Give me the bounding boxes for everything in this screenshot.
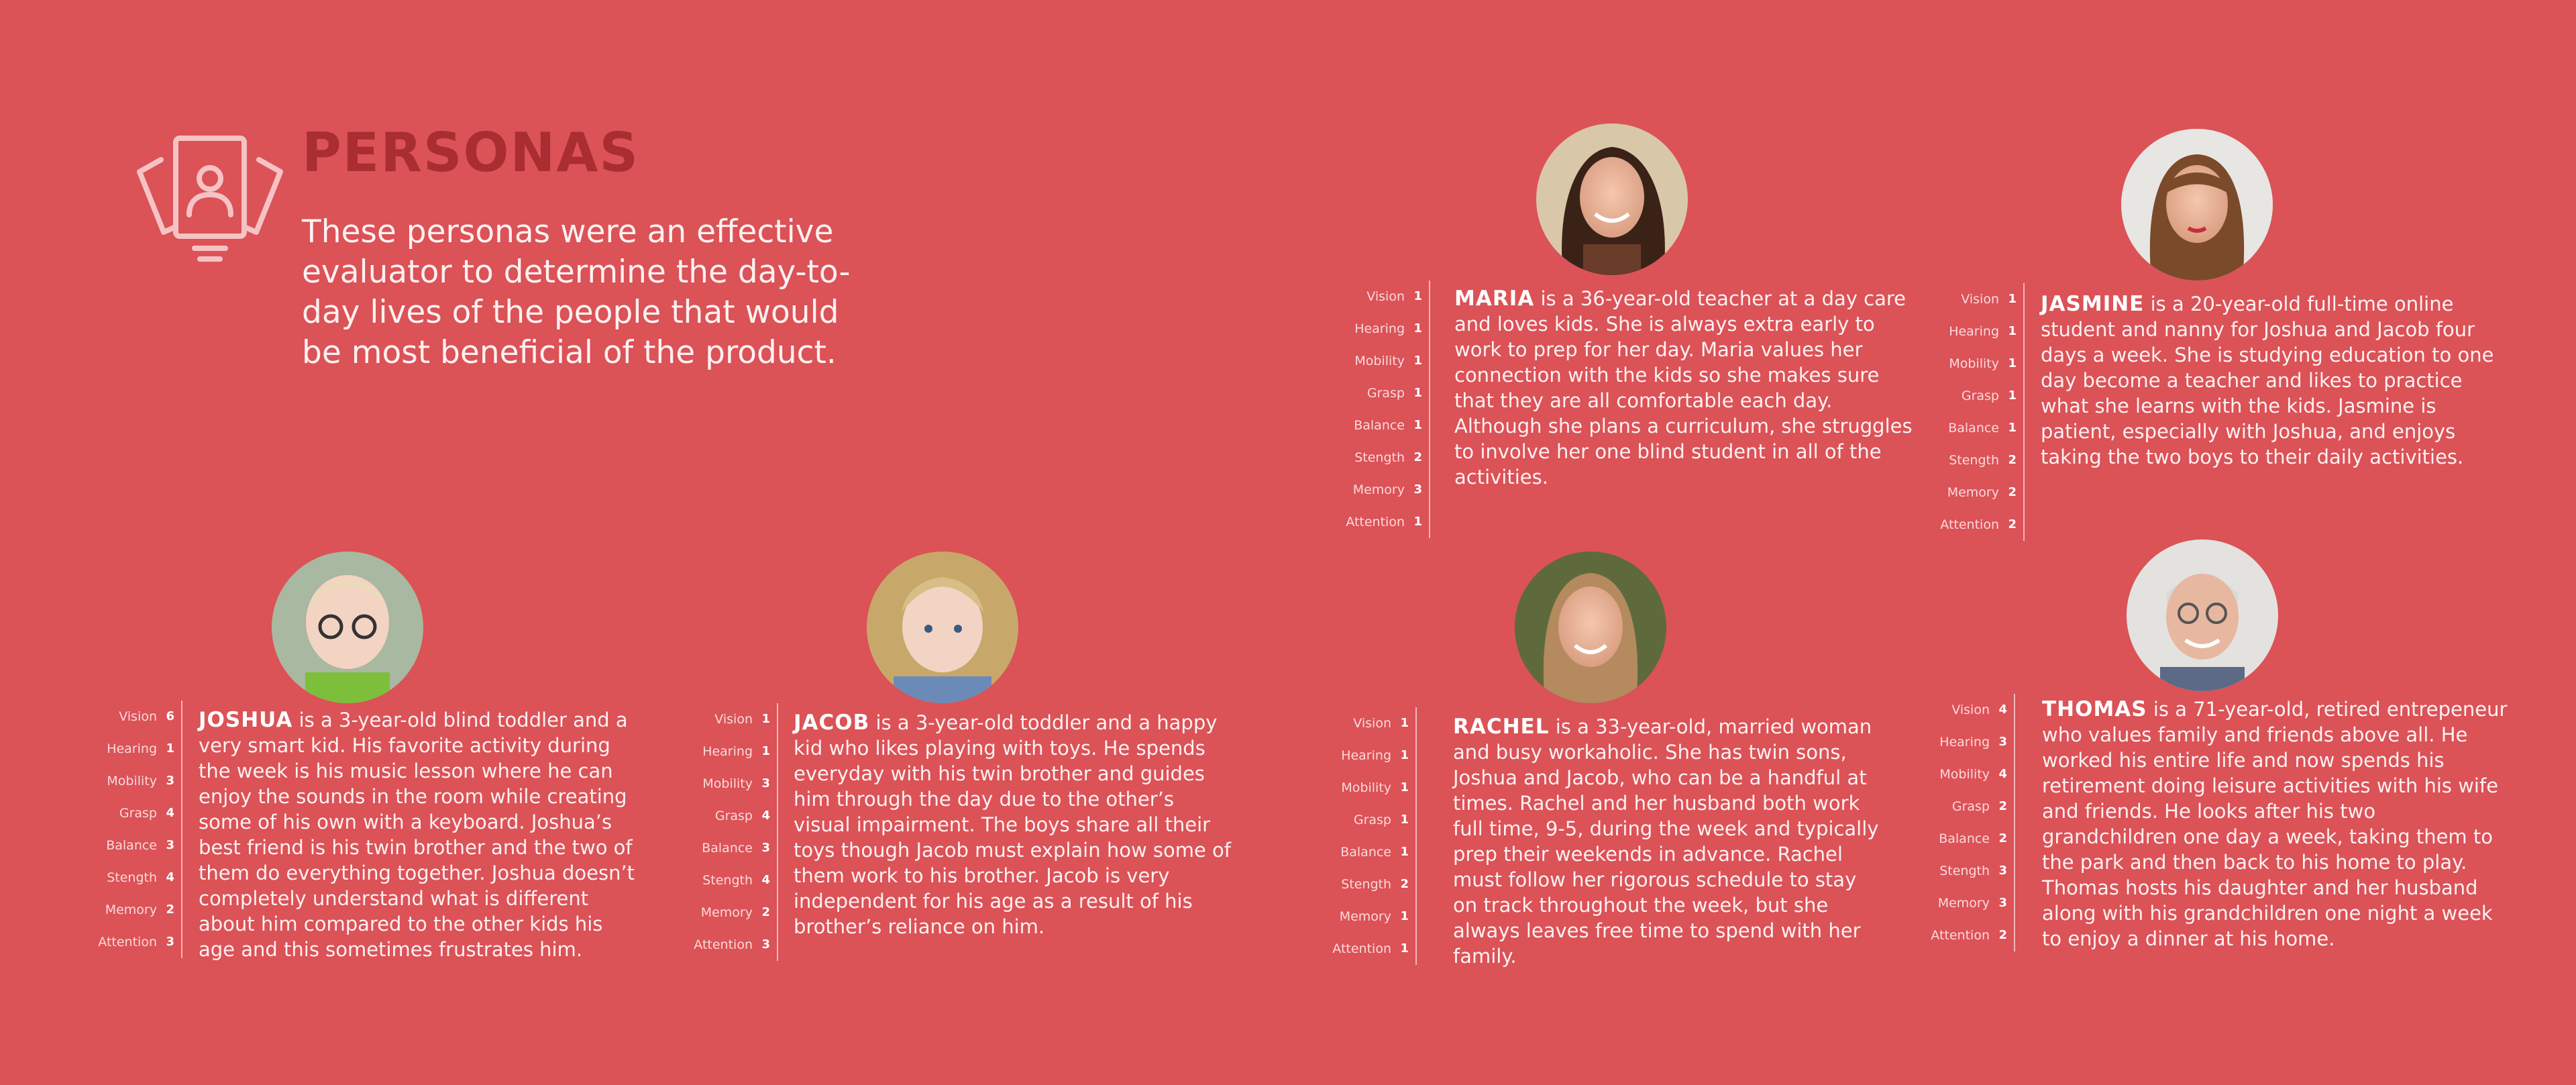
stat-value: 1 [1413,386,1422,400]
stat-value: 1 [2008,324,2017,338]
stat-value: 1 [166,741,174,756]
stat-label: Stength [702,873,753,888]
stat-value: 1 [1400,909,1409,923]
stat-value: 2 [2008,485,2017,499]
persona-name: MARIA [1454,287,1535,311]
stat-value: 1 [1400,845,1409,859]
stat-row [1909,476,2023,509]
stat-label: Attention [694,937,753,952]
stat-row [1301,900,1415,933]
stat-label: Balance [1340,845,1391,860]
stats-joshua [67,701,182,958]
stat-value: 3 [166,838,174,852]
stat-value: 3 [166,774,174,788]
stat-value: 1 [761,712,770,726]
stat-row [663,735,777,768]
stat-row [1900,790,2014,823]
stat-value: 1 [1413,321,1422,335]
stats-jacob [663,703,778,961]
stat-value: 2 [1998,799,2007,813]
stat-label: Attention [1346,515,1405,529]
stat-label: Attention [1940,517,1999,532]
stat-label: Mobility [1341,780,1391,795]
stat-row [1301,804,1415,836]
stat-label: Stength [1949,453,1999,468]
stat-label: Hearing [1949,324,1999,339]
stat-row [1301,707,1415,739]
stat-row [67,733,181,765]
persona-bio: is a 71-year-old, retired entrepeneur who values family and friends above all. He worked his entire life and now spends his retirement doing leisure activities with his wife and friends. He looks after his two grandchildren one day a week, taking them to the park and then back to his home to play. Thomas hosts his daughter and her husband along with his grandchildren one night a week to enjoy a dinner at his home. [2042,698,2508,950]
stat-value: 4 [166,806,174,820]
stat-row [1900,694,2014,726]
stat-value: 1 [1400,780,1409,794]
stat-row [1315,280,1429,313]
stat-label: Attention [98,935,157,949]
stat-row [1315,345,1429,377]
persona-cards-icon [134,133,286,264]
persona-name: JACOB [794,711,870,735]
stat-row [67,797,181,829]
stat-label: Grasp [1951,799,1990,814]
stat-row [1315,313,1429,345]
stat-label: Vision [1366,289,1405,304]
stat-value: 2 [1400,877,1409,891]
stat-label: Balance [1354,418,1405,433]
stat-row [1909,348,2023,380]
stat-row [663,703,777,735]
page-intro: These personas were an effective evaluator to determine the day-to-day lives of the people that would be most beneficial of the product. [302,213,851,371]
stat-value: 1 [2008,421,2017,435]
bio-joshua [199,707,641,962]
stat-label: Hearing [1354,321,1405,336]
stat-value: 3 [761,937,770,951]
stats-rachel [1301,707,1417,965]
bio-jacob [794,710,1236,939]
stat-row [1900,726,2014,758]
stat-label: Grasp [714,809,753,823]
stat-value: 2 [166,902,174,917]
stat-value: 1 [1413,515,1422,529]
stat-label: Memory [700,905,753,920]
stat-row [1315,409,1429,442]
stat-row [1909,444,2023,476]
stat-value: 1 [1400,941,1409,955]
persona-bio: is a 36-year-old teacher at a day care and loves kids. She is always extra early to work to prep for her day. Maria values her connection with the kids so she makes sure that they are all comfortable each day. Although she plans a curriculum, she struggles to involve her one blind student in all of the activities. [1454,287,1913,488]
avatar-jacob [867,552,1018,703]
stat-value: 1 [2008,389,2017,403]
stat-value: 3 [761,776,770,790]
stat-label: Hearing [1939,735,1990,750]
stat-row [663,864,777,896]
stat-label: Memory [1947,485,1999,500]
avatar-maria [1536,123,1688,275]
stat-row [1301,772,1415,804]
stat-label: Hearing [107,741,157,756]
persona-bio: is a 20-year-old full-time online student and nanny for Joshua and Jacob four days a week. She is studying education to one day become a teacher and likes to practice what she learns with the kids. Jasmine is patient, especially with Joshua, and enjoys taking the two boys to their daily activities. [2041,293,2494,468]
stat-label: Balance [106,838,157,853]
stat-value: 4 [761,809,770,823]
stat-row [663,768,777,800]
persona-name: RACHEL [1453,715,1550,739]
stat-value: 3 [1998,896,2007,910]
stat-label: Vision [1353,716,1391,731]
avatar-thomas [2127,539,2278,691]
stat-row [1900,855,2014,887]
bio-thomas [2042,696,2512,951]
stat-row [1900,887,2014,919]
stat-value: 1 [1413,289,1422,303]
stats-jasmine [1909,283,2025,541]
stat-label: Memory [1352,482,1405,497]
persona-name: JOSHUA [199,708,293,732]
stat-label: Hearing [1341,748,1391,763]
persona-name: JASMINE [2041,292,2145,316]
stat-row [67,926,181,958]
stat-label: Hearing [702,744,753,759]
stat-row [1909,412,2023,444]
stat-value: 1 [761,744,770,758]
stat-value: 2 [1998,831,2007,845]
stat-value: 1 [1400,716,1409,730]
stat-value: 4 [1998,703,2007,717]
bio-maria [1454,286,1924,490]
stat-value: 3 [1413,482,1422,497]
stat-row [1315,442,1429,474]
stat-value: 3 [761,841,770,855]
page-title: PERSONAS [302,121,639,184]
stat-value: 2 [1413,450,1422,464]
persona-bio: is a 3-year-old toddler and a happy kid who likes playing with toys. He spends everyday with his twin brother and guides him through the day due to the other’s visual impairment. The boys share all their toys though Jacob must explain how some of them work to his brother. Jacob is very independent for his age as a result of his brother’s reliance on him. [794,711,1232,938]
stat-row [67,829,181,862]
stat-label: Mobility [1949,356,1999,371]
persona-bio: is a 3-year-old blind toddler and a very smart kid. His favorite activity during the week is his music lesson where he can enjoy the sounds in the room while creating some of his own with a keyboard. Joshua’s best friend is his twin brother and the two of them do everything together. Joshua doesn’t completely understand what is different about him compared to the other kids his age and this sometimes frustrates him. [199,709,635,961]
stat-label: Grasp [1353,813,1391,827]
stat-label: Vision [1961,292,1999,307]
stat-row [663,832,777,864]
bio-rachel [1453,714,1882,969]
stat-value: 4 [166,870,174,884]
stat-value: 1 [1413,354,1422,368]
stat-value: 1 [2008,356,2017,370]
stat-label: Vision [1951,703,1990,717]
stat-value: 1 [1400,748,1409,762]
stat-label: Balance [1948,421,1999,435]
stat-row [1900,823,2014,855]
stat-label: Grasp [1961,389,1999,403]
stat-value: 3 [1998,864,2007,878]
stat-label: Grasp [1366,386,1405,401]
stat-row [663,896,777,929]
stats-thomas [1900,694,2015,951]
stat-value: 3 [166,935,174,949]
stats-maria [1315,280,1430,538]
persona-name: THOMAS [2042,697,2147,721]
stat-row [1301,933,1415,965]
stat-value: 2 [1998,928,2007,942]
stat-row [663,929,777,961]
stat-row [1909,380,2023,412]
stat-label: Mobility [1939,767,1990,782]
stat-label: Memory [1937,896,1990,911]
avatar-jasmine [2121,129,2273,280]
stat-label: Memory [1339,909,1391,924]
stat-label: Grasp [119,806,157,821]
stat-row [1909,283,2023,315]
stat-value: 2 [2008,517,2017,531]
stat-label: Vision [119,709,157,724]
stat-label: Mobility [1354,354,1405,368]
stat-value: 1 [1413,418,1422,432]
stat-label: Stength [1354,450,1405,465]
stat-label: Attention [1332,941,1391,956]
stat-value: 6 [166,709,174,723]
stat-value: 1 [1400,813,1409,827]
stat-row [67,765,181,797]
stat-label: Balance [1939,831,1990,846]
stat-value: 4 [1998,767,2007,781]
stat-label: Stength [1939,864,1990,878]
stat-row [67,894,181,926]
stat-value: 4 [761,873,770,887]
stat-label: Mobility [107,774,157,788]
stat-value: 3 [1998,735,2007,749]
stat-row [1301,868,1415,900]
avatar-rachel [1515,552,1666,703]
stat-label: Stength [1341,877,1391,892]
stat-label: Mobility [702,776,753,791]
stat-label: Attention [1931,928,1990,943]
stat-row [1315,506,1429,538]
stat-value: 2 [2008,453,2017,467]
bio-jasmine [2041,291,2497,470]
stat-row [67,862,181,894]
stat-label: Vision [714,712,753,727]
stat-row [1900,758,2014,790]
stat-row [1315,474,1429,506]
stat-row [1315,377,1429,409]
stat-row [1900,919,2014,951]
avatar-joshua [272,552,423,703]
persona-bio: is a 33-year-old, married woman and busy workaholic. She has twin sons, Joshua and Jacob, who can be a handful at times. Rachel and her husband both work full time, 9-5, during the week and typically prep their weekends in advance. Rachel must follow her rigorous schedule to stay on track throughout the week, but she always leaves free time to spend with her family. [1453,715,1879,968]
stat-row [663,800,777,832]
stat-row [67,701,181,733]
stat-label: Memory [105,902,157,917]
stat-row [1909,509,2023,541]
stat-row [1301,836,1415,868]
stat-row [1909,315,2023,348]
stat-label: Balance [702,841,753,856]
stat-label: Stength [107,870,157,885]
stat-value: 2 [761,905,770,919]
stat-value: 1 [2008,292,2017,306]
stat-row [1301,739,1415,772]
